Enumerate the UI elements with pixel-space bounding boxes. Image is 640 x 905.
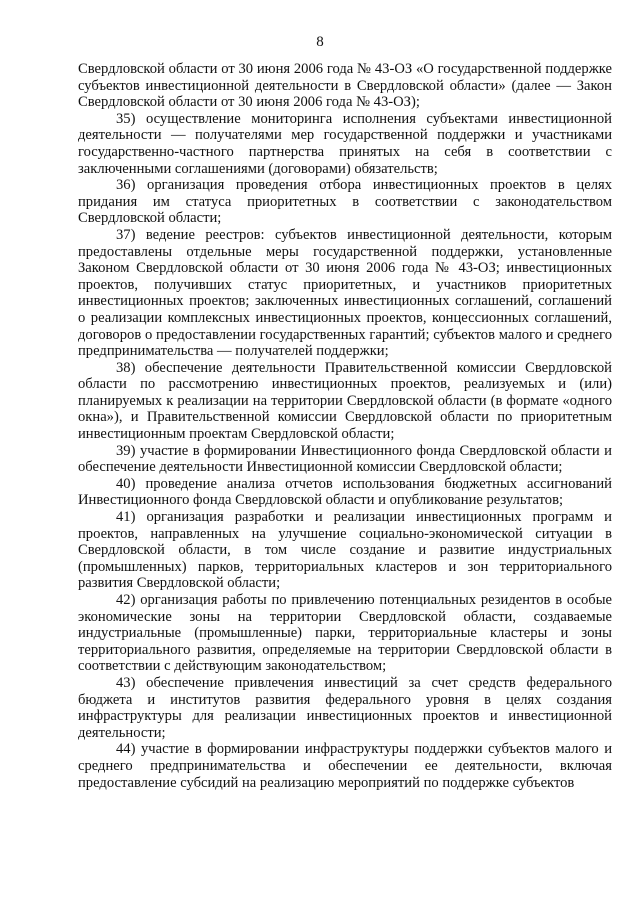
paragraph-item-35: 35) осуществление мониторинга исполнения субъектами инвестиционной деятельности — получателями мер государственной поддержки и участниками государственно-частного партнерства принятых на себя в соответствии с заключенными соглашениями (договорами) обязательств; xyxy=(78,110,612,177)
paragraph-item-37: 37) ведение реестров: субъектов инвестиционной деятельности, которым предоставлены отдельные меры государственной поддержки, установленные Законом Свердловской области от 30 июня 2006 года № 43-ОЗ; инвестиционных проектов, получивших статус приоритетных, и участников приоритетных инвестиционных проектов; заключенных инвестиционных соглашений, соглашений о реализации комплексных инвестиционных проектов, концессионных соглашений, договоров о предоставлении государственных гарантий; субъектов малого и среднего предпринимательства — получателей поддержки; xyxy=(78,226,612,360)
paragraph-item-40: 40) проведение анализа отчетов использования бюджетных ассигнований Инвестиционного фонда Свердловской области и опубликование результатов; xyxy=(78,475,612,509)
paragraph-item-43: 43) обеспечение привлечения инвестиций за счет средств федерального бюджета и институтов развития федерального уровня в целях создания инфраструктуры для реализации инвестиционных проектов и инвестиционной деятельности; xyxy=(78,674,612,741)
paragraph-item-41: 41) организация разработки и реализации инвестиционных программ и проектов, направленных на улучшение социально-экономической ситуации в Свердловской области, в том числе создание и развитие индустриальных (промышленных) парков, территориальных кластеров и зон территориального развития Свердловской области; xyxy=(78,509,612,592)
paragraph-item-39: 39) участие в формировании Инвестиционного фонда Свердловской области и обеспечение деятельности Инвестиционной комиссии Свердловской области; xyxy=(78,442,612,476)
paragraph-item-44: 44) участие в формировании инфраструктуры поддержки субъектов малого и среднего предпринимательства и обеспечении ее деятельности, включая предоставление субсидий на реализацию мероприятий по поддержке субъектов xyxy=(78,741,612,791)
paragraph-item-42: 42) организация работы по привлечению потенциальных резидентов в особые экономические зоны на территории Свердловской области, создаваемые индустриальные (промышленные) парки, территориальные кластеры и зоны территориального развития, определяемые на территории Свердловской области в соответствии с действующим законодательством; xyxy=(78,592,612,675)
document-body xyxy=(78,61,612,791)
page-number: 8 xyxy=(316,34,324,50)
paragraph-item-36: 36) организация проведения отбора инвестиционных проектов в целях придания им статуса приоритетных в соответствии с законодательством Свердловской области; xyxy=(78,177,612,227)
paragraph-item-38: 38) обеспечение деятельности Правительственной комиссии Свердловской области по рассмотрению инвестиционных проектов, реализуемых и (или) планируемых к реализации на территории Свердловской области (в формате «одного окна»), и Правительственной комиссии Свердловской области по приоритетным инвестиционным проектам Свердловской области; xyxy=(78,359,612,443)
paragraph-continuation: Свердловской области от 30 июня 2006 года № 43-ОЗ «О государственной поддержке субъектов инвестиционной деятельности в Свердловской области» (далее — Закон Свердловской области от 30 июня 2006 года № 43-ОЗ); xyxy=(78,61,612,111)
